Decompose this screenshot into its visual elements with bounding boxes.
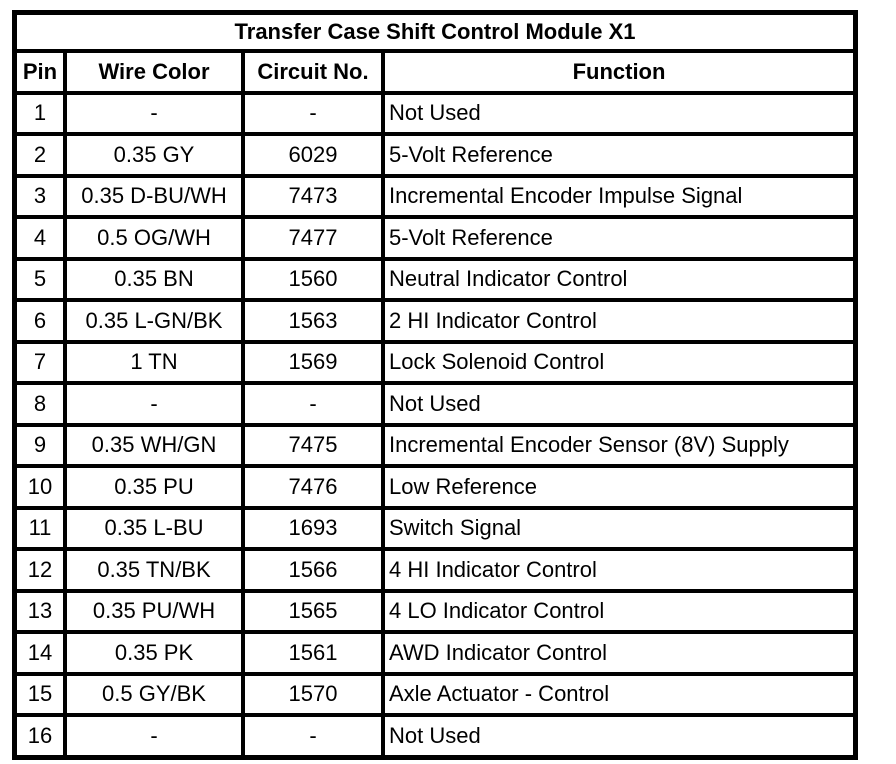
table-row xyxy=(15,176,855,218)
cell-function: Axle Actuator - Control xyxy=(383,674,855,716)
table-body xyxy=(15,93,855,757)
header-pin: Pin xyxy=(15,51,65,93)
cell-pin: 14 xyxy=(15,632,65,674)
table-title: Transfer Case Shift Control Module X1 xyxy=(15,13,855,51)
cell-wire-color: 0.35 L-BU xyxy=(65,508,243,550)
table-row xyxy=(15,93,855,135)
cell-circuit-no: 7476 xyxy=(243,466,383,508)
cell-pin: 15 xyxy=(15,674,65,716)
cell-function: 5-Volt Reference xyxy=(383,217,855,259)
cell-circuit-no: 1569 xyxy=(243,342,383,384)
cell-pin: 8 xyxy=(15,383,65,425)
table-row xyxy=(15,591,855,633)
table-row xyxy=(15,674,855,716)
cell-circuit-no: - xyxy=(243,715,383,757)
connector-table-container xyxy=(12,10,852,760)
connector-pinout-table xyxy=(12,10,858,760)
cell-wire-color: 0.35 WH/GN xyxy=(65,425,243,467)
header-function: Function xyxy=(383,51,855,93)
cell-circuit-no: - xyxy=(243,93,383,135)
cell-function: 5-Volt Reference xyxy=(383,134,855,176)
cell-pin: 13 xyxy=(15,591,65,633)
cell-function: AWD Indicator Control xyxy=(383,632,855,674)
cell-function: Lock Solenoid Control xyxy=(383,342,855,384)
table-row xyxy=(15,425,855,467)
cell-circuit-no: 7473 xyxy=(243,176,383,218)
cell-pin: 7 xyxy=(15,342,65,384)
cell-wire-color: 0.35 L-GN/BK xyxy=(65,300,243,342)
cell-pin: 1 xyxy=(15,93,65,135)
table-row xyxy=(15,508,855,550)
cell-circuit-no: 7475 xyxy=(243,425,383,467)
cell-circuit-no: 1563 xyxy=(243,300,383,342)
table-row xyxy=(15,342,855,384)
cell-wire-color: 0.5 GY/BK xyxy=(65,674,243,716)
cell-circuit-no: 6029 xyxy=(243,134,383,176)
table-row xyxy=(15,466,855,508)
cell-function: Not Used xyxy=(383,383,855,425)
cell-pin: 2 xyxy=(15,134,65,176)
cell-function: 2 HI Indicator Control xyxy=(383,300,855,342)
cell-pin: 3 xyxy=(15,176,65,218)
cell-circuit-no: 1693 xyxy=(243,508,383,550)
cell-pin: 12 xyxy=(15,549,65,591)
cell-wire-color: 0.5 OG/WH xyxy=(65,217,243,259)
table-row xyxy=(15,217,855,259)
cell-circuit-no: 1566 xyxy=(243,549,383,591)
cell-wire-color: 0.35 D-BU/WH xyxy=(65,176,243,218)
cell-wire-color: - xyxy=(65,383,243,425)
cell-wire-color: 0.35 TN/BK xyxy=(65,549,243,591)
cell-pin: 16 xyxy=(15,715,65,757)
table-row xyxy=(15,300,855,342)
cell-function: Neutral Indicator Control xyxy=(383,259,855,301)
cell-circuit-no: 1570 xyxy=(243,674,383,716)
cell-function: Not Used xyxy=(383,93,855,135)
cell-wire-color: 0.35 PU xyxy=(65,466,243,508)
cell-circuit-no: 1561 xyxy=(243,632,383,674)
cell-pin: 5 xyxy=(15,259,65,301)
cell-function: 4 HI Indicator Control xyxy=(383,549,855,591)
table-title-row xyxy=(15,13,855,51)
cell-pin: 9 xyxy=(15,425,65,467)
cell-function: Incremental Encoder Sensor (8V) Supply xyxy=(383,425,855,467)
cell-wire-color: 0.35 PK xyxy=(65,632,243,674)
cell-function: Switch Signal xyxy=(383,508,855,550)
cell-function: Low Reference xyxy=(383,466,855,508)
table-row xyxy=(15,549,855,591)
table-row xyxy=(15,259,855,301)
cell-wire-color: 1 TN xyxy=(65,342,243,384)
cell-circuit-no: 1565 xyxy=(243,591,383,633)
cell-pin: 6 xyxy=(15,300,65,342)
header-wire-color: Wire Color xyxy=(65,51,243,93)
cell-pin: 4 xyxy=(15,217,65,259)
table-row xyxy=(15,632,855,674)
cell-wire-color: - xyxy=(65,93,243,135)
cell-circuit-no: 7477 xyxy=(243,217,383,259)
table-row xyxy=(15,383,855,425)
cell-wire-color: 0.35 GY xyxy=(65,134,243,176)
cell-pin: 10 xyxy=(15,466,65,508)
table-row xyxy=(15,715,855,757)
cell-wire-color: 0.35 PU/WH xyxy=(65,591,243,633)
cell-circuit-no: - xyxy=(243,383,383,425)
cell-function: 4 LO Indicator Control xyxy=(383,591,855,633)
cell-function: Not Used xyxy=(383,715,855,757)
table-header-row xyxy=(15,51,855,93)
cell-pin: 11 xyxy=(15,508,65,550)
header-circuit-no: Circuit No. xyxy=(243,51,383,93)
cell-function: Incremental Encoder Impulse Signal xyxy=(383,176,855,218)
cell-wire-color: - xyxy=(65,715,243,757)
table-row xyxy=(15,134,855,176)
cell-wire-color: 0.35 BN xyxy=(65,259,243,301)
cell-circuit-no: 1560 xyxy=(243,259,383,301)
